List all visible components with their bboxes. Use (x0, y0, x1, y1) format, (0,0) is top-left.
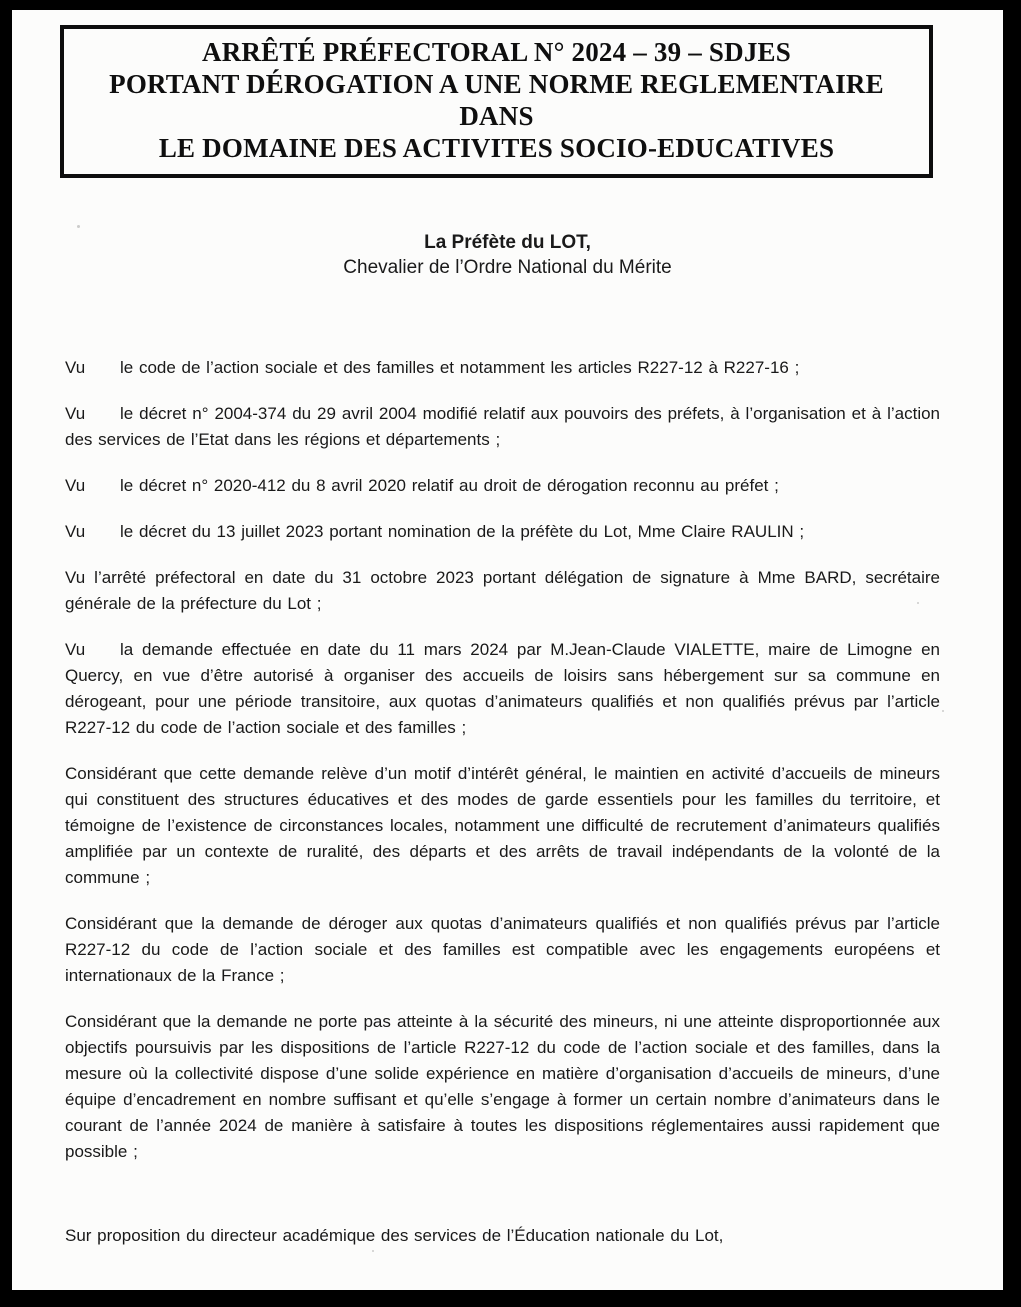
issuer-block (12, 230, 1003, 280)
closing-clause-text: Sur proposition du directeur académique des services de l’Éducation nationale du Lot, (65, 1226, 724, 1245)
vu-clause-6 (65, 637, 940, 741)
vu-clause-1 (65, 355, 940, 381)
vu-clause-3-text: le décret n° 2020-412 du 8 avril 2020 relatif au droit de dérogation reconnu au préfet ; (120, 476, 779, 495)
issuer-name: La Préfète du LOT, (424, 232, 591, 253)
vu-clause-4-text: le décret du 13 juillet 2023 portant nomination de la préfète du Lot, Mme Claire RAULIN ; (120, 522, 805, 541)
vu-clause-1-text: le code de l’action sociale et des familles et notamment les articles R227-12 à R227-16 ; (120, 358, 800, 377)
considerant-clause-1-text: Considérant que cette demande relève d’un motif d’intérêt général, le maintien en activité d’accueils de mineurs qui constituent des structures éducatives et des modes de garde essentiels pour les familles du territoire, et témoigne de l’existence de circonstances locales, notamment une difficulté de recrutement d’animateurs qualifiés amplifiée par un contexte de ruralité, des départs et des arrêts de travail indépendants de la volonté de la commune ; (65, 764, 940, 887)
vu-clause-2-text: le décret n° 2004-374 du 29 avril 2004 modifié relatif aux pouvoirs des préfets, à l’organisation et à l’action des services de l’Etat dans les régions et départements ; (65, 404, 940, 449)
considerant-clause-3 (65, 1009, 940, 1165)
considerant-clause-1 (65, 761, 940, 891)
scan-speck (372, 1250, 374, 1252)
issuer-role: Chevalier de l’Ordre National du Mérite (343, 257, 672, 278)
document-page (12, 10, 1003, 1290)
vu-clause-4 (65, 519, 940, 545)
vu-clause-2-lead: Vu (65, 404, 86, 423)
vu-clause-3-lead: Vu (65, 476, 86, 495)
decree-title-box (60, 25, 933, 178)
decree-title-line-1: ARRÊTÉ PRÉFECTORAL N° 2024 – 39 – SDJES (202, 37, 791, 67)
decree-title-line-3: LE DOMAINE DES ACTIVITES SOCIO-EDUCATIVES (158, 133, 835, 163)
considerant-clause-3-text: Considérant que la demande ne porte pas atteinte à la sécurité des mineurs, ni une atteinte disproportionnée aux objectifs poursuivis par les dispositions de l’article R227-12 du code de l’action sociale et des familles, dans la mesure où la collectivité dispose d’une solide expérience en matière d’organisation d’accueils de mineurs, d’une équipe d’encadrement en nombre suffisant et qu’elle s’engage à former un certain nombre d’animateurs dans le courant de l’année 2024 de manière à satisfaire à toutes les dispositions réglementaires aussi rapidement que possible ; (65, 1012, 940, 1161)
vu-clause-3 (65, 473, 940, 499)
vu-clause-2 (65, 401, 940, 453)
vu-clause-6-text: la demande effectuée en date du 11 mars 2024 par M.Jean-Claude VIALETTE, maire de Limogne en Quercy, en vue d’être autorisé à organiser des accueils de loisirs sans hébergement sur sa commune en dérogeant, pour une période transitoire, aux quotas d’animateurs qualifiés et non qualifiés prévus par l’article R227-12 du code de l’action sociale et des familles ; (65, 640, 940, 737)
vu-clause-1-lead: Vu (65, 358, 86, 377)
scan-speck (942, 710, 944, 712)
considerant-clause-2 (65, 911, 940, 989)
vu-clause-5 (65, 565, 940, 617)
closing-clause (65, 1223, 940, 1249)
scan-speck (77, 225, 80, 228)
vu-clause-5-text: Vu l’arrêté préfectoral en date du 31 octobre 2023 portant délégation de signature à Mme BARD, secrétaire générale de la préfecture du Lot ; (65, 568, 940, 613)
decree-title-line-2: PORTANT DÉROGATION A UNE NORME REGLEMENTAIRE DANS (109, 69, 884, 131)
decree-body (65, 355, 940, 1249)
considerant-clause-2-text: Considérant que la demande de déroger aux quotas d’animateurs qualifiés et non qualifiés prévus par l’article R227-12 du code de l’action sociale et des familles est compatible avec les engagements européens et internationaux de la France ; (65, 914, 940, 985)
vu-clause-6-lead: Vu (65, 640, 86, 659)
scan-speck (917, 602, 919, 604)
vu-clause-4-lead: Vu (65, 522, 86, 541)
